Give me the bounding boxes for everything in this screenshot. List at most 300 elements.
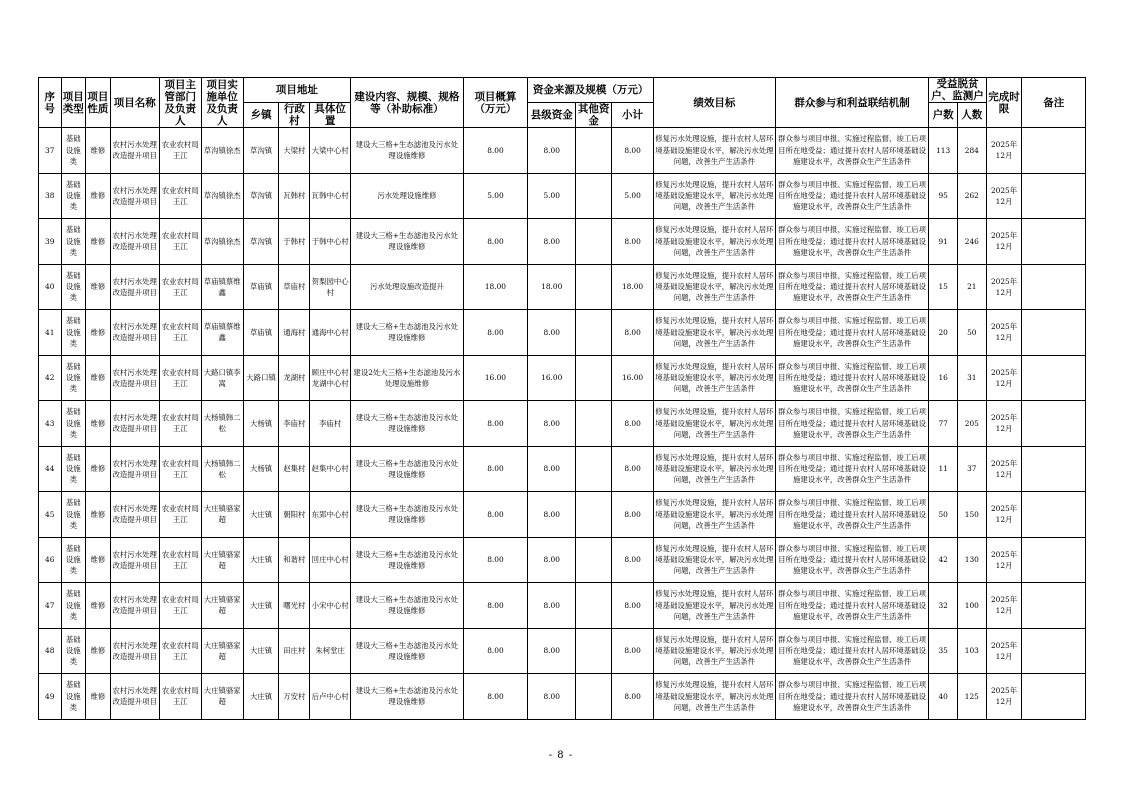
cell-mechanism: 群众参与项目申报、实施过程监督、竣工后项目所在地受益；通过提升农村人居环境基础设施建设水平，改善群众生产生活条件: [775, 264, 929, 310]
cell-name: 农村污水处理改造提升项目: [110, 173, 159, 219]
cell-mechanism: 群众参与项目申报、实施过程监督、竣工后项目所在地受益；通过提升农村人居环境基础设施建设水平，改善群众生产生活条件: [775, 310, 929, 356]
cell-dept: 农业农村局王江: [159, 310, 201, 356]
cell-town: 大庄镇: [243, 674, 279, 720]
cell-deadline: 2025年12月: [986, 583, 1022, 629]
col-address-header: 项目地址: [243, 78, 350, 103]
cell-goal: 修复污水处理设施，提升农村人居环境基础设施建设水平，解决污水处理问题，改善生产生活条件: [654, 628, 776, 674]
cell-goal: 修复污水处理设施，提升农村人居环境基础设施建设水平，解决污水处理问题，改善生产生活条件: [654, 401, 776, 447]
cell-households: 11: [929, 446, 958, 492]
cell-people: 103: [957, 628, 986, 674]
cell-village: 曙光村: [279, 583, 310, 629]
page-number: - 8 -: [548, 750, 574, 761]
cell-nature: 维修: [86, 537, 111, 583]
cell-town: 大庄镇: [243, 492, 279, 538]
col-county-funds-header: 县级资金: [528, 103, 576, 128]
cell-mechanism: 群众参与项目申报、实施过程监督、竣工后项目所在地受益；通过提升农村人居环境基础设施建设水平，改善群众生产生活条件: [775, 128, 929, 174]
cell-people: 50: [957, 310, 986, 356]
cell-town: 草沟镇: [243, 219, 279, 265]
cell-county-funds: 8.00: [528, 537, 576, 583]
cell-people: 37: [957, 446, 986, 492]
cell-remarks: [1022, 219, 1086, 265]
cell-other-funds: [576, 219, 612, 265]
cell-village: 田庄村: [279, 628, 310, 674]
col-mechanism-header: 群众参与和利益联结机制: [775, 78, 929, 128]
cell-budget: 8.00: [463, 537, 527, 583]
cell-seq: 46: [39, 537, 62, 583]
cell-town: 大庄镇: [243, 628, 279, 674]
cell-subtotal: 8.00: [612, 401, 654, 447]
cell-county-funds: 8.00: [528, 219, 576, 265]
cell-nature: 维修: [86, 674, 111, 720]
cell-households: 20: [929, 310, 958, 356]
cell-village: 赵集村: [279, 446, 310, 492]
cell-deadline: 2025年12月: [986, 446, 1022, 492]
cell-name: 农村污水处理改造提升项目: [110, 583, 159, 629]
cell-goal: 修复污水处理设施，提升农村人居环境基础设施建设水平，解决污水处理问题，改善生产生活条件: [654, 128, 776, 174]
cell-type: 基础设施类: [61, 355, 86, 401]
cell-budget: 8.00: [463, 310, 527, 356]
col-village-header: 行政村: [279, 103, 310, 128]
col-name-header: 项目名称: [110, 78, 159, 128]
cell-town: 草庙镇: [243, 264, 279, 310]
cell-dept: 农业农村局王江: [159, 219, 201, 265]
cell-location: 后卢中心村: [310, 674, 351, 720]
cell-people: 205: [957, 401, 986, 447]
col-type-header: 项目类型: [61, 78, 86, 128]
cell-town: 大庄镇: [243, 583, 279, 629]
cell-content: 污水处理设施维修: [351, 173, 464, 219]
cell-location: 朱柯堂庄: [310, 628, 351, 674]
cell-subtotal: 8.00: [612, 128, 654, 174]
cell-other-funds: [576, 128, 612, 174]
cell-town: 大杨镇: [243, 401, 279, 447]
cell-name: 农村污水处理改造提升项目: [110, 537, 159, 583]
cell-mechanism: 群众参与项目申报、实施过程监督、竣工后项目所在地受益；通过提升农村人居环境基础设施建设水平，改善群众生产生活条件: [775, 492, 929, 538]
cell-goal: 修复污水处理设施，提升农村人居环境基础设施建设水平，解决污水处理问题，改善生产生活条件: [654, 219, 776, 265]
project-table: [38, 77, 1086, 720]
cell-name: 农村污水处理改造提升项目: [110, 401, 159, 447]
cell-other-funds: [576, 310, 612, 356]
cell-remarks: [1022, 310, 1086, 356]
cell-town: 大杨镇: [243, 446, 279, 492]
cell-town: 草庙镇: [243, 310, 279, 356]
cell-type: 基础设施类: [61, 401, 86, 447]
col-subtotal-header: 小计: [612, 103, 654, 128]
cell-remarks: [1022, 264, 1086, 310]
cell-households: 32: [929, 583, 958, 629]
cell-seq: 41: [39, 310, 62, 356]
cell-location: 于韩中心村: [310, 219, 351, 265]
cell-county-funds: 8.00: [528, 401, 576, 447]
cell-households: 50: [929, 492, 958, 538]
cell-type: 基础设施类: [61, 628, 86, 674]
table-row: [39, 401, 1086, 447]
cell-seq: 43: [39, 401, 62, 447]
cell-budget: 8.00: [463, 128, 527, 174]
cell-households: 77: [929, 401, 958, 447]
cell-impl: 大庄镇骆家超: [201, 583, 243, 629]
cell-people: 130: [957, 537, 986, 583]
cell-deadline: 2025年12月: [986, 355, 1022, 401]
cell-other-funds: [576, 446, 612, 492]
cell-goal: 修复污水处理设施，提升农村人居环境基础设施建设水平，解决污水处理问题，改善生产生活条件: [654, 264, 776, 310]
col-location-header: 具体位置: [310, 103, 351, 128]
cell-content: 建设大三格+生态滤池及污水处理设施维修: [351, 628, 464, 674]
cell-dept: 农业农村局王江: [159, 446, 201, 492]
cell-nature: 维修: [86, 264, 111, 310]
col-remarks-header: 备注: [1022, 78, 1086, 128]
cell-nature: 维修: [86, 446, 111, 492]
cell-deadline: 2025年12月: [986, 537, 1022, 583]
cell-name: 农村污水处理改造提升项目: [110, 264, 159, 310]
cell-name: 农村污水处理改造提升项目: [110, 128, 159, 174]
cell-remarks: [1022, 492, 1086, 538]
cell-impl: 大路口镇李嵩: [201, 355, 243, 401]
cell-county-funds: 16.00: [528, 355, 576, 401]
cell-name: 农村污水处理改造提升项目: [110, 628, 159, 674]
cell-content: 建设大三格+生态滤池及污水处理设施维修: [351, 492, 464, 538]
cell-subtotal: 8.00: [612, 583, 654, 629]
table-row: [39, 537, 1086, 583]
col-impl-header: 项目实施单位及负责人: [201, 78, 243, 128]
cell-content: 建设大三格+生态滤池及污水处理设施维修: [351, 219, 464, 265]
cell-people: 125: [957, 674, 986, 720]
cell-people: 246: [957, 219, 986, 265]
cell-type: 基础设施类: [61, 310, 86, 356]
cell-mechanism: 群众参与项目申报、实施过程监督、竣工后项目所在地受益；通过提升农村人居环境基础设施建设水平，改善群众生产生活条件: [775, 355, 929, 401]
table-row: [39, 355, 1086, 401]
col-households-header: 户数: [929, 103, 958, 128]
cell-mechanism: 群众参与项目申报、实施过程监督、竣工后项目所在地受益；通过提升农村人居环境基础设施建设水平，改善群众生产生活条件: [775, 173, 929, 219]
cell-deadline: 2025年12月: [986, 628, 1022, 674]
cell-deadline: 2025年12月: [986, 264, 1022, 310]
table-row: [39, 492, 1086, 538]
cell-seq: 45: [39, 492, 62, 538]
cell-seq: 37: [39, 128, 62, 174]
cell-remarks: [1022, 446, 1086, 492]
cell-seq: 48: [39, 628, 62, 674]
cell-mechanism: 群众参与项目申报、实施过程监督、竣工后项目所在地受益；通过提升农村人居环境基础设施建设水平，改善群众生产生活条件: [775, 401, 929, 447]
cell-type: 基础设施类: [61, 173, 86, 219]
cell-nature: 维修: [86, 628, 111, 674]
table-row: [39, 310, 1086, 356]
cell-type: 基础设施类: [61, 492, 86, 538]
cell-remarks: [1022, 583, 1086, 629]
cell-dept: 农业农村局王江: [159, 628, 201, 674]
cell-seq: 47: [39, 583, 62, 629]
cell-nature: 维修: [86, 355, 111, 401]
cell-dept: 农业农村局王江: [159, 173, 201, 219]
cell-content: 建设大三格+生态滤池及污水处理设施维修: [351, 537, 464, 583]
col-seq-header: 序号: [39, 78, 62, 128]
table-header: [39, 78, 1086, 128]
cell-other-funds: [576, 537, 612, 583]
cell-budget: 16.00: [463, 355, 527, 401]
cell-budget: 8.00: [463, 583, 527, 629]
cell-town: 草沟镇: [243, 128, 279, 174]
cell-people: 31: [957, 355, 986, 401]
cell-nature: 维修: [86, 219, 111, 265]
cell-households: 113: [929, 128, 958, 174]
cell-subtotal: 8.00: [612, 674, 654, 720]
cell-type: 基础设施类: [61, 446, 86, 492]
cell-goal: 修复污水处理设施，提升农村人居环境基础设施建设水平，解决污水处理问题，改善生产生活条件: [654, 446, 776, 492]
cell-deadline: 2025年12月: [986, 492, 1022, 538]
cell-people: 100: [957, 583, 986, 629]
cell-households: 91: [929, 219, 958, 265]
cell-remarks: [1022, 628, 1086, 674]
cell-other-funds: [576, 583, 612, 629]
cell-budget: 8.00: [463, 219, 527, 265]
table-row: [39, 628, 1086, 674]
cell-dept: 农业农村局王江: [159, 583, 201, 629]
col-people-header: 人数: [957, 103, 986, 128]
cell-mechanism: 群众参与项目申报、实施过程监督、竣工后项目所在地受益；通过提升农村人居环境基础设施建设水平，改善群众生产生活条件: [775, 537, 929, 583]
cell-town: 草沟镇: [243, 173, 279, 219]
cell-seq: 44: [39, 446, 62, 492]
cell-content: 建设大三格+生态滤池及污水处理设施维修: [351, 128, 464, 174]
cell-deadline: 2025年12月: [986, 401, 1022, 447]
cell-type: 基础设施类: [61, 264, 86, 310]
cell-goal: 修复污水处理设施，提升农村人居环境基础设施建设水平，解决污水处理问题，改善生产生活条件: [654, 537, 776, 583]
cell-impl: 大庄镇骆家超: [201, 628, 243, 674]
cell-mechanism: 群众参与项目申报、实施过程监督、竣工后项目所在地受益；通过提升农村人居环境基础设施建设水平，改善群众生产生活条件: [775, 219, 929, 265]
cell-other-funds: [576, 628, 612, 674]
table-row: [39, 583, 1086, 629]
cell-seq: 39: [39, 219, 62, 265]
cell-other-funds: [576, 492, 612, 538]
cell-name: 农村污水处理改造提升项目: [110, 446, 159, 492]
cell-other-funds: [576, 264, 612, 310]
cell-budget: 5.00: [463, 173, 527, 219]
cell-county-funds: 8.00: [528, 310, 576, 356]
cell-impl: 大庄镇骆家超: [201, 492, 243, 538]
col-deadline-header: 完成时限: [986, 78, 1022, 128]
cell-location: 赵集中心村: [310, 446, 351, 492]
cell-households: 35: [929, 628, 958, 674]
cell-budget: 8.00: [463, 628, 527, 674]
cell-dept: 农业农村局王江: [159, 492, 201, 538]
cell-location: 回庄中心村: [310, 537, 351, 583]
cell-nature: 维修: [86, 128, 111, 174]
col-beneficiaries-header: 受益脱贫户、监测户: [929, 78, 986, 103]
cell-mechanism: 群众参与项目申报、实施过程监督、竣工后项目所在地受益；通过提升农村人居环境基础设施建设水平，改善群众生产生活条件: [775, 674, 929, 720]
cell-content: 建设大三格+生态滤池及污水处理设施维修: [351, 674, 464, 720]
table-row: [39, 264, 1086, 310]
cell-county-funds: 5.00: [528, 173, 576, 219]
cell-village: 于韩村: [279, 219, 310, 265]
cell-content: 污水处理设施改造提升: [351, 264, 464, 310]
cell-county-funds: 8.00: [528, 446, 576, 492]
project-table-sheet: [38, 77, 1086, 720]
cell-budget: 8.00: [463, 674, 527, 720]
cell-content: 建设大三格+生态滤池及污水处理设施维修: [351, 583, 464, 629]
header-row-1: [39, 78, 1086, 103]
cell-county-funds: 18.00: [528, 264, 576, 310]
col-funds-header: 资金来源及规模（万元）: [528, 78, 654, 103]
cell-village: 通海村: [279, 310, 310, 356]
cell-location: 通海中心村: [310, 310, 351, 356]
cell-deadline: 2025年12月: [986, 173, 1022, 219]
col-nature-header: 项目性质: [86, 78, 111, 128]
table-row: [39, 128, 1086, 174]
cell-impl: 草沟镇徐杰: [201, 128, 243, 174]
cell-location: 李庙村: [310, 401, 351, 447]
cell-seq: 49: [39, 674, 62, 720]
cell-village: 李庙村: [279, 401, 310, 447]
cell-other-funds: [576, 674, 612, 720]
cell-households: 42: [929, 537, 958, 583]
cell-type: 基础设施类: [61, 583, 86, 629]
cell-content: 建设大三格+生态滤池及污水处理设施维修: [351, 401, 464, 447]
cell-village: 和谐村: [279, 537, 310, 583]
table-row: [39, 173, 1086, 219]
cell-goal: 修复污水处理设施，提升农村人居环境基础设施建设水平，解决污水处理问题，改善生产生活条件: [654, 674, 776, 720]
col-budget-header: 项目概算（万元）: [463, 78, 527, 128]
cell-county-funds: 8.00: [528, 628, 576, 674]
cell-households: 16: [929, 355, 958, 401]
cell-content: 建设大三格+生态滤池及污水处理设施维修: [351, 446, 464, 492]
cell-impl: 大庄镇骆家超: [201, 674, 243, 720]
cell-village: 龙湖村: [279, 355, 310, 401]
col-content-header: 建设内容、规模、规格等（补助标准）: [351, 78, 464, 128]
cell-nature: 维修: [86, 401, 111, 447]
cell-dept: 农业农村局王江: [159, 674, 201, 720]
table-row: [39, 219, 1086, 265]
cell-type: 基础设施类: [61, 537, 86, 583]
cell-remarks: [1022, 128, 1086, 174]
table-body: [39, 128, 1086, 720]
cell-subtotal: 18.00: [612, 264, 654, 310]
cell-dept: 农业农村局王江: [159, 128, 201, 174]
cell-subtotal: 8.00: [612, 628, 654, 674]
cell-budget: 8.00: [463, 446, 527, 492]
cell-impl: 大杨镇韩二松: [201, 446, 243, 492]
cell-budget: 8.00: [463, 492, 527, 538]
cell-location: 东郢中心村: [310, 492, 351, 538]
cell-deadline: 2025年12月: [986, 310, 1022, 356]
cell-households: 40: [929, 674, 958, 720]
cell-nature: 维修: [86, 310, 111, 356]
cell-subtotal: 16.00: [612, 355, 654, 401]
cell-other-funds: [576, 401, 612, 447]
cell-county-funds: 8.00: [528, 583, 576, 629]
cell-remarks: [1022, 401, 1086, 447]
cell-people: 262: [957, 173, 986, 219]
cell-subtotal: 8.00: [612, 537, 654, 583]
cell-location: 大梁中心村: [310, 128, 351, 174]
cell-village: 万安村: [279, 674, 310, 720]
cell-location: 顾庄中心村龙湖中心村: [310, 355, 351, 401]
cell-village: 草庙村: [279, 264, 310, 310]
cell-goal: 修复污水处理设施，提升农村人居环境基础设施建设水平，解决污水处理问题，改善生产生活条件: [654, 355, 776, 401]
cell-goal: 修复污水处理设施，提升农村人居环境基础设施建设水平，解决污水处理问题，改善生产生活条件: [654, 583, 776, 629]
cell-mechanism: 群众参与项目申报、实施过程监督、竣工后项目所在地受益；通过提升农村人居环境基础设施建设水平，改善群众生产生活条件: [775, 446, 929, 492]
cell-village: 朝阳村: [279, 492, 310, 538]
cell-county-funds: 8.00: [528, 128, 576, 174]
cell-impl: 草庙镇蔡维鑫: [201, 310, 243, 356]
cell-dept: 农业农村局王江: [159, 355, 201, 401]
col-other-funds-header: 其他资金: [576, 103, 612, 128]
cell-location: 贺梨园中心村: [310, 264, 351, 310]
cell-remarks: [1022, 355, 1086, 401]
cell-impl: 草沟镇徐杰: [201, 173, 243, 219]
table-row: [39, 446, 1086, 492]
cell-content: 建设2处大三格+生态滤池及污水处理设施维修: [351, 355, 464, 401]
cell-county-funds: 8.00: [528, 492, 576, 538]
cell-impl: 大庄镇骆家超: [201, 537, 243, 583]
cell-dept: 农业农村局王江: [159, 264, 201, 310]
cell-dept: 农业农村局王江: [159, 401, 201, 447]
cell-budget: 8.00: [463, 401, 527, 447]
cell-nature: 维修: [86, 173, 111, 219]
cell-households: 95: [929, 173, 958, 219]
cell-remarks: [1022, 674, 1086, 720]
cell-goal: 修复污水处理设施，提升农村人居环境基础设施建设水平，解决污水处理问题，改善生产生活条件: [654, 492, 776, 538]
cell-deadline: 2025年12月: [986, 674, 1022, 720]
cell-impl: 草庙镇蔡维鑫: [201, 264, 243, 310]
col-dept-header: 项目主管部门及负责人: [159, 78, 201, 128]
cell-name: 农村污水处理改造提升项目: [110, 355, 159, 401]
cell-subtotal: 8.00: [612, 219, 654, 265]
cell-content: 建设大三格+生态滤池及污水处理设施维修: [351, 310, 464, 356]
cell-county-funds: 8.00: [528, 674, 576, 720]
col-town-header: 乡镇: [243, 103, 279, 128]
cell-dept: 农业农村局王江: [159, 537, 201, 583]
cell-people: 21: [957, 264, 986, 310]
cell-village: 大梁村: [279, 128, 310, 174]
cell-other-funds: [576, 355, 612, 401]
cell-subtotal: 8.00: [612, 310, 654, 356]
cell-seq: 38: [39, 173, 62, 219]
cell-name: 农村污水处理改造提升项目: [110, 674, 159, 720]
cell-goal: 修复污水处理设施，提升农村人居环境基础设施建设水平，解决污水处理问题，改善生产生活条件: [654, 173, 776, 219]
cell-mechanism: 群众参与项目申报、实施过程监督、竣工后项目所在地受益；通过提升农村人居环境基础设施建设水平，改善群众生产生活条件: [775, 583, 929, 629]
cell-deadline: 2025年12月: [986, 219, 1022, 265]
cell-nature: 维修: [86, 492, 111, 538]
cell-people: 150: [957, 492, 986, 538]
cell-type: 基础设施类: [61, 128, 86, 174]
cell-nature: 维修: [86, 583, 111, 629]
cell-impl: 大杨镇韩二松: [201, 401, 243, 447]
cell-goal: 修复污水处理设施，提升农村人居环境基础设施建设水平，解决污水处理问题，改善生产生活条件: [654, 310, 776, 356]
cell-remarks: [1022, 537, 1086, 583]
cell-subtotal: 8.00: [612, 446, 654, 492]
cell-subtotal: 8.00: [612, 492, 654, 538]
cell-other-funds: [576, 173, 612, 219]
cell-village: 瓦韩村: [279, 173, 310, 219]
cell-mechanism: 群众参与项目申报、实施过程监督、竣工后项目所在地受益；通过提升农村人居环境基础设施建设水平，改善群众生产生活条件: [775, 628, 929, 674]
cell-type: 基础设施类: [61, 219, 86, 265]
table-row: [39, 674, 1086, 720]
cell-location: 瓦韩中心村: [310, 173, 351, 219]
cell-people: 284: [957, 128, 986, 174]
cell-impl: 草沟镇徐杰: [201, 219, 243, 265]
col-goal-header: 绩效目标: [654, 78, 776, 128]
cell-type: 基础设施类: [61, 674, 86, 720]
cell-location: 小宋中心村: [310, 583, 351, 629]
cell-name: 农村污水处理改造提升项目: [110, 219, 159, 265]
cell-town: 大路口镇: [243, 355, 279, 401]
cell-households: 15: [929, 264, 958, 310]
cell-budget: 18.00: [463, 264, 527, 310]
cell-name: 农村污水处理改造提升项目: [110, 492, 159, 538]
cell-subtotal: 5.00: [612, 173, 654, 219]
cell-seq: 40: [39, 264, 62, 310]
cell-remarks: [1022, 173, 1086, 219]
cell-name: 农村污水处理改造提升项目: [110, 310, 159, 356]
cell-seq: 42: [39, 355, 62, 401]
